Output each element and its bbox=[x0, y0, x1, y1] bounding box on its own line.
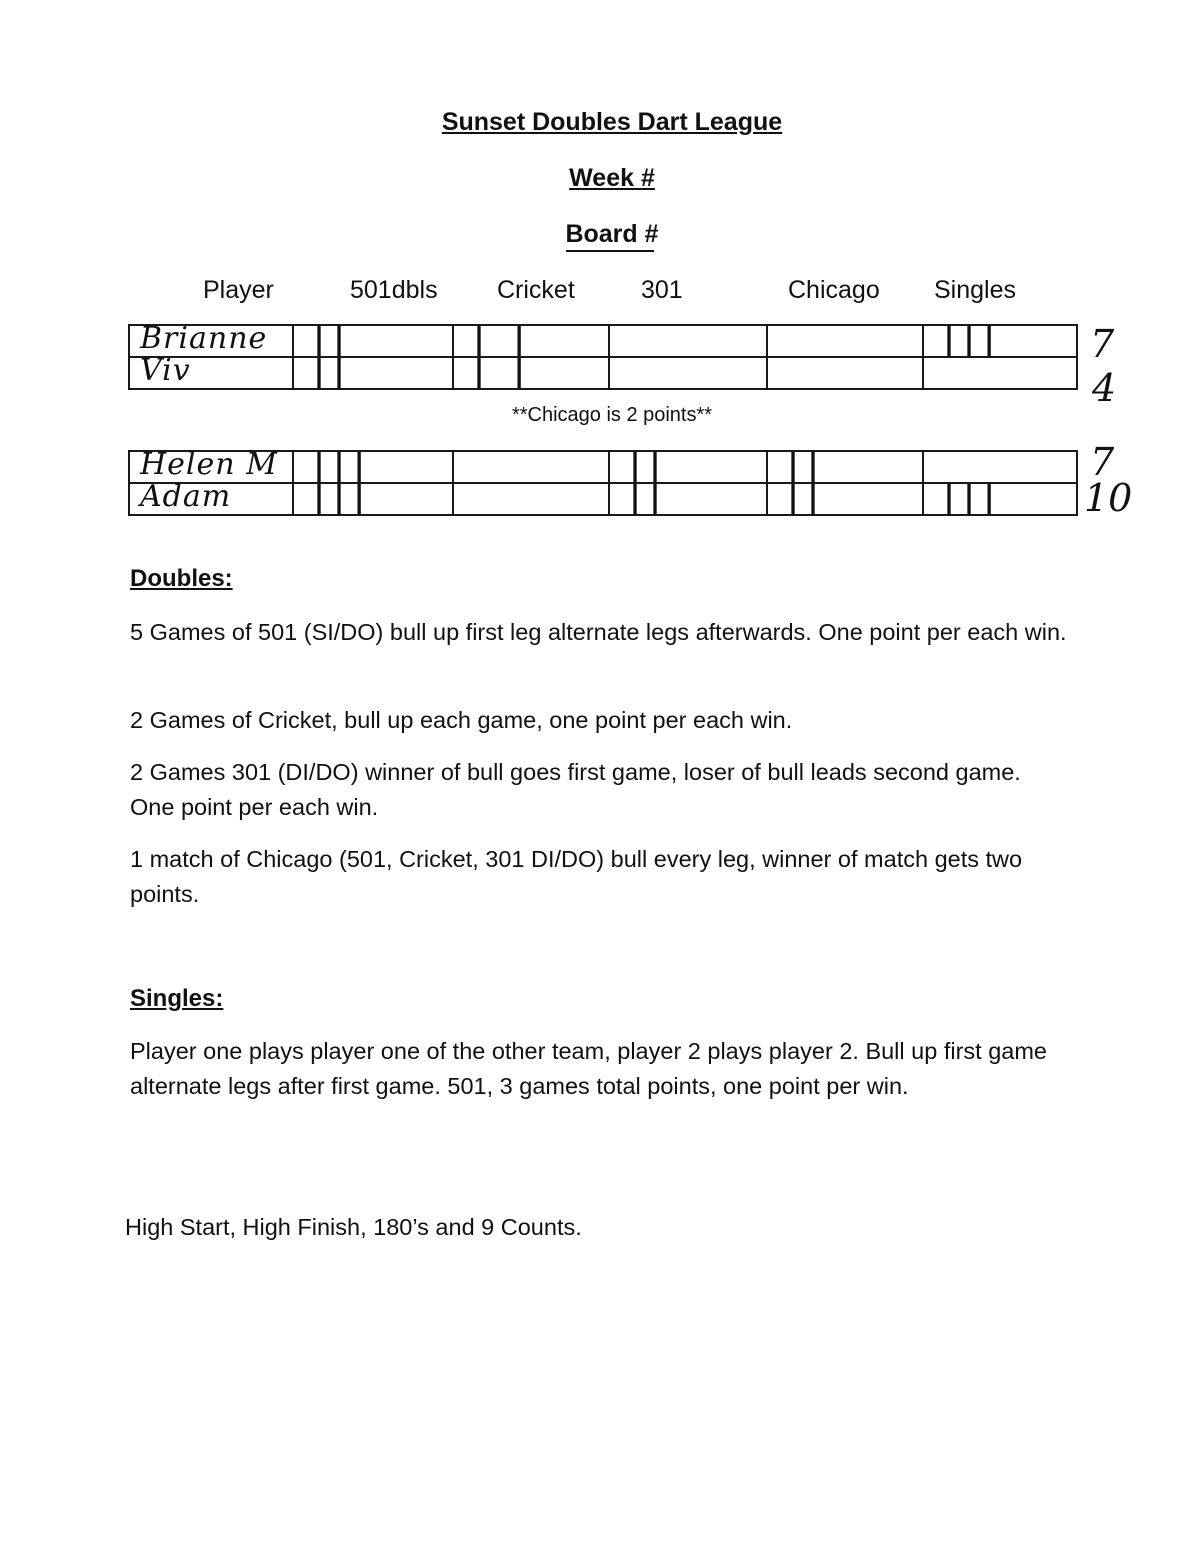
doubles-heading: Doubles: bbox=[130, 565, 233, 592]
doubles-rule-301: 2 Games 301 (DI/DO) winner of bull goes first game, loser of bull leads second game. One point per each win. bbox=[130, 759, 1021, 820]
tally-marks: ||| bbox=[310, 480, 371, 515]
score-cell-cricket bbox=[453, 322, 609, 357]
score-cell-501dbls bbox=[293, 322, 453, 357]
team1-row1-total: 7 bbox=[1090, 322, 1115, 366]
chicago-points-note: **Chicago is 2 points** bbox=[511, 404, 713, 426]
table-row bbox=[129, 451, 1077, 483]
score-cell-chicago bbox=[767, 357, 923, 389]
score-cell-301 bbox=[609, 448, 767, 483]
tally-marks: || bbox=[626, 480, 667, 515]
tally-marks: || bbox=[784, 480, 825, 515]
score-cell-singles bbox=[923, 480, 1077, 515]
board-label-underline bbox=[566, 250, 654, 252]
score-cell-cricket bbox=[453, 451, 609, 483]
score-cell-301 bbox=[609, 357, 767, 389]
score-cell-singles bbox=[923, 322, 1077, 357]
column-header-chicago: Chicago bbox=[788, 276, 880, 304]
player-name: Viv bbox=[140, 353, 191, 388]
tally-marks: | | bbox=[470, 322, 531, 357]
doubles-rule-501: 5 Games of 501 (SI/DO) bull up first leg alternate legs afterwards. One point per each win. bbox=[130, 619, 1067, 645]
score-cell-501dbls bbox=[293, 448, 453, 483]
player-name: Adam bbox=[140, 479, 232, 514]
score-cell-chicago bbox=[767, 325, 923, 357]
table-row bbox=[129, 483, 1077, 515]
tally-marks: ||| bbox=[310, 448, 371, 483]
tally-marks: || bbox=[310, 354, 351, 389]
score-cell-301 bbox=[609, 480, 767, 515]
score-cell-chicago bbox=[767, 448, 923, 483]
score-cell-501dbls bbox=[293, 354, 453, 389]
score-cell-501dbls bbox=[293, 480, 453, 515]
score-cell-singles bbox=[923, 357, 1077, 389]
player-name: Helen M bbox=[140, 447, 278, 482]
score-cell-cricket bbox=[453, 354, 609, 389]
column-header-player: Player bbox=[203, 276, 274, 304]
team2-row2-total: 10 bbox=[1084, 476, 1133, 520]
team2-row1-total: 7 bbox=[1090, 440, 1115, 484]
tally-marks: || bbox=[626, 448, 667, 483]
column-header-singles: Singles bbox=[934, 276, 1016, 304]
league-title: Sunset Doubles Dart League bbox=[441, 108, 783, 136]
player-cell bbox=[129, 479, 293, 515]
board-label: Board # bbox=[565, 220, 659, 248]
team2-score-table bbox=[128, 447, 1078, 516]
tally-marks: || bbox=[310, 322, 351, 357]
tally-marks: ||| bbox=[940, 480, 1001, 515]
table-row bbox=[129, 325, 1077, 357]
column-header-301: 301 bbox=[641, 276, 683, 304]
tally-marks: || bbox=[784, 448, 825, 483]
table-row bbox=[129, 357, 1077, 389]
player-cell bbox=[129, 353, 293, 389]
score-cell-301 bbox=[609, 325, 767, 357]
footer-note: High Start, High Finish, 180’s and 9 Counts. bbox=[125, 1214, 582, 1240]
team1-row2-total: 4 bbox=[1092, 366, 1117, 410]
doubles-rule-cricket: 2 Games of Cricket, bull up each game, one point per each win. bbox=[130, 707, 793, 733]
score-cell-singles bbox=[923, 451, 1077, 483]
score-cell-cricket bbox=[453, 483, 609, 515]
singles-rule: Player one plays player one of the other team, player 2 plays player 2. Bull up first game alternate legs after first game. 501, 3 games total points, one point per win. bbox=[130, 1038, 1047, 1099]
column-header-501dbls: 501dbls bbox=[350, 276, 438, 304]
tally-marks: ||| bbox=[940, 322, 1001, 357]
score-cell-chicago bbox=[767, 480, 923, 515]
column-header-cricket: Cricket bbox=[497, 276, 575, 304]
doubles-rule-chicago: 1 match of Chicago (501, Cricket, 301 DI/DO) bull every leg, winner of match gets two points. bbox=[130, 846, 1023, 907]
tally-marks: | | bbox=[470, 354, 531, 389]
week-label: Week # bbox=[569, 164, 655, 192]
singles-heading: Singles: bbox=[130, 985, 224, 1012]
player-name: Brianne bbox=[140, 321, 268, 356]
team1-score-table bbox=[128, 321, 1078, 390]
